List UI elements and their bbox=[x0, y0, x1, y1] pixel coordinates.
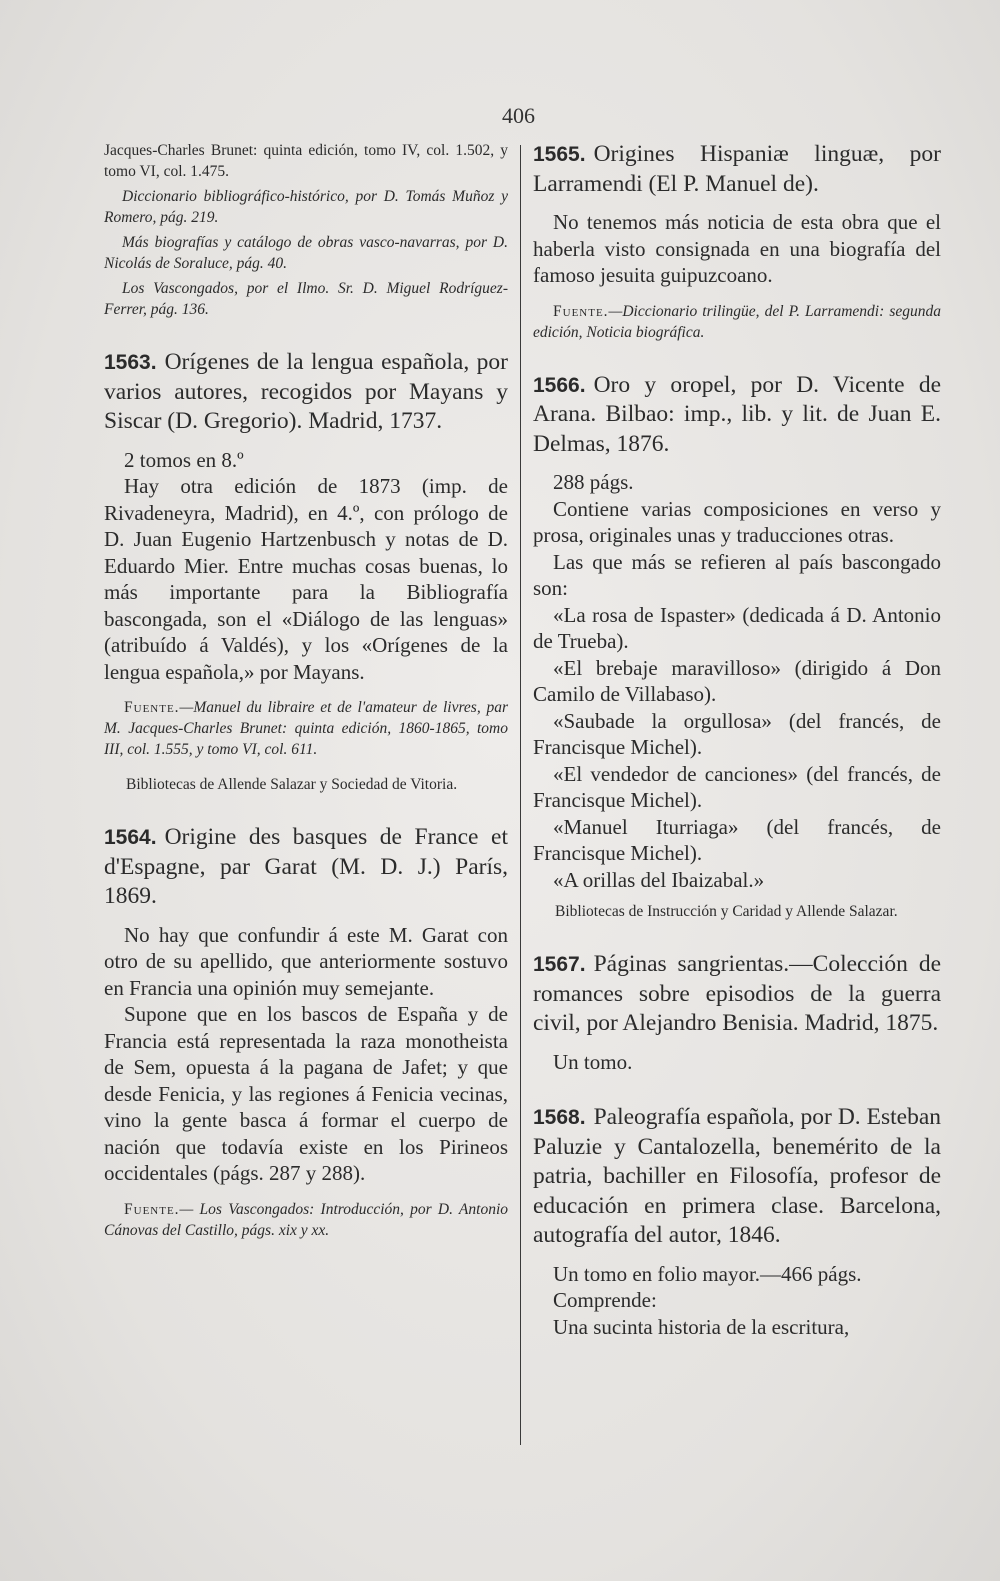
list-item: «A orillas del Ibaizabal.» bbox=[553, 867, 765, 892]
source-label: Fuente. bbox=[553, 302, 609, 320]
source-text: —Diccionario trilingüe, del P. Larramendi: segunda edición, Noticia biográfica. bbox=[533, 302, 941, 341]
reference-item: Jacques-Charles Brunet: quinta edición, tomo IV, col. 1.502, y tomo VI, col. 1.475. bbox=[104, 142, 508, 180]
entry-title: 1565. Origines Hispaniæ linguæ, por Larramendi (El P. Manuel de). bbox=[533, 141, 941, 197]
source-label: Fuente. bbox=[124, 699, 180, 716]
entry-number: 1564. bbox=[104, 826, 157, 849]
entry-1568 bbox=[533, 1103, 941, 1340]
entry-title: 1568. Paleografía española, por D. Esteban Paluzie y Cantalozella, benemérito de la patria, bachiller en Filosofía, profesor de educación en primera clase. Barcelona, autografía del autor, 1846. bbox=[533, 1104, 941, 1248]
reference-item: Diccionario bibliográfico-histórico, por D. Tomás Muñoz y Romero, pág. 219. bbox=[104, 188, 508, 226]
entry-body: No tenemos más noticia de esta obra que el haberla visto consignada en una biografía del famoso jesuita guipuzcoano. bbox=[533, 210, 941, 287]
entry-source bbox=[533, 301, 941, 343]
entry-body: Las que más se refieren al país bascongado son: bbox=[533, 549, 941, 600]
entry-volumes: Un tomo. bbox=[553, 1049, 633, 1074]
list-item: «La rosa de Ispaster» (dedicada á D. Antonio de Trueba). bbox=[533, 602, 941, 653]
entry-body: Una sucinta historia de la escritura, bbox=[553, 1314, 850, 1339]
entry-title: 1566. Oro y oropel, por D. Vicente de Arana. Bilbao: imp., lib. y lit. de Juan E. Delmas, 1876. bbox=[533, 371, 941, 457]
right-column bbox=[533, 140, 941, 1340]
entry-1564 bbox=[104, 823, 508, 1241]
entry-volumes: 2 tomos en 8.º bbox=[124, 447, 244, 472]
entry-1563 bbox=[104, 348, 508, 795]
entry-number: 1565. bbox=[533, 143, 586, 166]
source-text: — Los Vascongados: Introducción, por D. Antonio Cánovas del Castillo, págs. xix y xx. bbox=[104, 1200, 508, 1239]
entry-pages: 288 págs. bbox=[553, 470, 634, 494]
entry-number: 1568. bbox=[533, 1106, 586, 1129]
source-label: Fuente. bbox=[124, 1200, 180, 1218]
entry-title: 1564. Origine des basques de France et d'Espagne, par Garat (M. D. J.) París, 1869. bbox=[104, 824, 508, 909]
entry-number: 1563. bbox=[104, 351, 157, 374]
entry-comprende: Comprende: bbox=[553, 1288, 657, 1312]
entry-libraries: Bibliotecas de Allende Salazar y Sociedad de Vitoria. bbox=[126, 776, 458, 793]
entry-body: No hay que confundir á este M. Garat con otro de su apellido, que anteriormente sostuvo en Francia una opinión muy semejante. bbox=[104, 922, 508, 1000]
entry-source bbox=[104, 697, 508, 760]
entry-body: Contiene varias composiciones en verso y prosa, originales unas y traducciones otras. bbox=[533, 496, 941, 547]
list-item: «Saubade la orgullosa» (del francés, de Francisque Michel). bbox=[533, 708, 941, 759]
references-block bbox=[104, 140, 508, 320]
entry-number: 1567. bbox=[533, 953, 586, 976]
entry-libraries: Bibliotecas de Instrucción y Caridad y Allende Salazar. bbox=[555, 903, 898, 920]
entry-1565 bbox=[533, 140, 941, 343]
entry-body: Supone que en los bascos de España y de Francia está representada la raza monotheista de Sem, opuesta á la pagana de Jafet; y que desde Fenicia, y las regiones á Fenicia vecinas, vino la gente basca á formar el cuerpo de nación que todavía existe en los Pirineos occidentales (págs. 287 y 288). bbox=[104, 1002, 508, 1185]
source-text: —Manuel du libraire et de l'amateur de livres, par M. Jacques-Charles Brunet: quinta edición, 1860-1865, tomo III, col. 1.555, y tomo VI, col. 611. bbox=[104, 699, 508, 758]
reference-item: Más biografías y catálogo de obras vasco-navarras, por D. Nicolás de Soraluce, pág. 40. bbox=[104, 234, 508, 272]
entry-source bbox=[104, 1199, 508, 1241]
page-number: 406 bbox=[502, 103, 535, 128]
entry-number: 1566. bbox=[533, 373, 586, 397]
column-divider bbox=[520, 145, 521, 1445]
left-column bbox=[104, 140, 508, 1241]
reference-item: Los Vascongados, por el Ilmo. Sr. D. Miguel Rodríguez-Ferrer, pág. 136. bbox=[104, 280, 508, 318]
list-item: «El vendedor de canciones» (del francés, de Francisque Michel). bbox=[533, 761, 941, 812]
entry-1566 bbox=[533, 371, 941, 923]
list-item: «Manuel Iturriaga» (del francés, de Francisque Michel). bbox=[533, 814, 941, 865]
list-item: «El brebaje maravilloso» (dirigido á Don Camilo de Villabaso). bbox=[533, 655, 941, 706]
entry-body: Hay otra edición de 1873 (imp. de Rivadeneyra, Madrid), en 4.º, con prólogo de D. Juan Eugenio Hartzenbusch y notas de D. Eduardo Mier. Entre muchas cosas buenas, lo más importante para la Bibliografía bascongada, son el «Diálogo de las lenguas» (atribuído á Valdés), y los «Orígenes de la lengua española,» por Mayans. bbox=[104, 474, 508, 684]
entry-title: 1563. Orígenes de la lengua española, por varios autores, recogidos por Mayans y Siscar (D. Gregorio). Madrid, 1737. bbox=[104, 349, 508, 434]
entry-volumes: Un tomo en folio mayor.—466 págs. bbox=[553, 1261, 862, 1286]
entry-title: 1567. Páginas sangrientas.—Colección de romances sobre episodios de la guerra civil, por Alejandro Benisia. Madrid, 1875. bbox=[533, 951, 941, 1036]
entry-1567 bbox=[533, 950, 941, 1075]
